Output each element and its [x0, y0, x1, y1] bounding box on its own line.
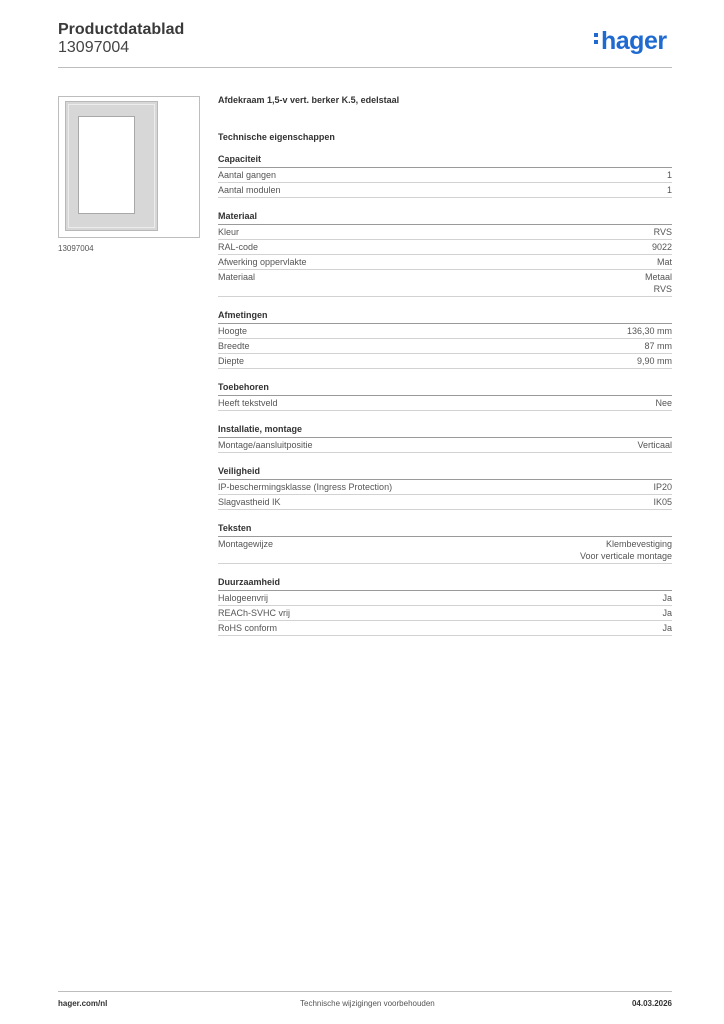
spec-label: Montage/aansluitpositie — [218, 440, 313, 450]
logo-colon-mark — [594, 30, 599, 47]
spec-row — [218, 183, 672, 198]
cover-frame-opening — [78, 116, 135, 214]
spec-row — [218, 606, 672, 621]
spec-value: 87 mm — [644, 341, 672, 351]
footer-divider — [58, 991, 672, 992]
spec-value: 9022 — [651, 242, 672, 252]
spec-label: Hoogte — [218, 326, 248, 336]
section-title: Installatie, montage — [218, 423, 672, 438]
section-title: Toebehoren — [218, 381, 672, 396]
product-image — [58, 96, 200, 238]
spec-section — [218, 210, 672, 297]
section-title: Afmetingen — [218, 309, 672, 324]
spec-value: Verticaal — [637, 440, 672, 450]
spec-row — [218, 354, 672, 369]
spec-label: Montagewijze — [218, 539, 274, 549]
spec-row — [218, 324, 672, 339]
section-title: Capaciteit — [218, 153, 672, 168]
spec-row — [218, 396, 672, 411]
product-code: 13097004 — [58, 39, 130, 56]
footer-note: Technische wijzigingen voorbehouden — [300, 999, 435, 1008]
spec-row — [218, 438, 672, 453]
hager-logo — [594, 27, 667, 56]
header-divider — [58, 67, 672, 68]
spec-value: 136,30 mm — [626, 326, 672, 336]
spec-label: Aantal modulen — [218, 185, 281, 195]
spec-row — [218, 591, 672, 606]
spec-section — [218, 465, 672, 510]
logo-text: hager — [601, 27, 667, 55]
spec-label: Halogeenvrij — [218, 593, 269, 603]
spec-row — [218, 240, 672, 255]
spec-row — [218, 480, 672, 495]
spec-section — [218, 381, 672, 411]
spec-row — [218, 621, 672, 636]
page-title: Productdatablad — [58, 21, 185, 38]
spec-value: 1 — [666, 185, 672, 195]
spec-value: IP20 — [653, 482, 672, 492]
tech-properties-title: Technische eigenschappen — [218, 132, 335, 142]
footer-date: 04.03.2026 — [631, 999, 672, 1008]
spec-row — [218, 225, 672, 240]
spec-value: Metaal RVS — [644, 272, 672, 294]
spec-label: Slagvastheid IK — [218, 497, 281, 507]
spec-row — [218, 537, 672, 564]
spec-section — [218, 153, 672, 198]
spec-value: Ja — [662, 593, 672, 603]
spec-section — [218, 309, 672, 369]
spec-label: RoHS conform — [218, 623, 278, 633]
spec-label: Kleur — [218, 227, 240, 237]
section-title: Teksten — [218, 522, 672, 537]
spec-label: IP-beschermingsklasse (Ingress Protection) — [218, 482, 393, 492]
spec-sections — [218, 153, 672, 636]
spec-row — [218, 339, 672, 354]
image-caption: 13097004 — [58, 244, 94, 253]
spec-value: RVS — [653, 227, 672, 237]
spec-value: 9,90 mm — [636, 356, 672, 366]
section-title: Duurzaamheid — [218, 576, 672, 591]
spec-row — [218, 255, 672, 270]
spec-value: Ja — [662, 623, 672, 633]
spec-value: IK05 — [653, 497, 672, 507]
spec-label: Diepte — [218, 356, 245, 366]
spec-section — [218, 423, 672, 453]
spec-label: Breedte — [218, 341, 250, 351]
spec-label: Heeft tekstveld — [218, 398, 278, 408]
spec-label: REACh-SVHC vrij — [218, 608, 291, 618]
footer-website-link[interactable]: hager.com/nl — [58, 999, 108, 1008]
spec-value: Nee — [655, 398, 672, 408]
spec-row — [218, 495, 672, 510]
spec-row — [218, 168, 672, 183]
spec-section — [218, 576, 672, 636]
spec-label: RAL-code — [218, 242, 259, 252]
spec-value: Ja — [662, 608, 672, 618]
spec-row — [218, 270, 672, 297]
section-title: Veiligheid — [218, 465, 672, 480]
spec-value: Mat — [656, 257, 672, 267]
spec-value: Klembevestiging Voor verticale montage — [579, 539, 672, 561]
spec-label: Aantal gangen — [218, 170, 277, 180]
spec-section — [218, 522, 672, 564]
spec-label: Materiaal — [218, 272, 256, 282]
spec-content — [218, 94, 672, 648]
product-name: Afdekraam 1,5-v vert. berker K.5, edelstaal — [218, 95, 400, 105]
spec-label: Afwerking oppervlakte — [218, 257, 307, 267]
spec-value: 1 — [666, 170, 672, 180]
section-title: Materiaal — [218, 210, 672, 225]
cover-frame-picture — [65, 101, 158, 231]
